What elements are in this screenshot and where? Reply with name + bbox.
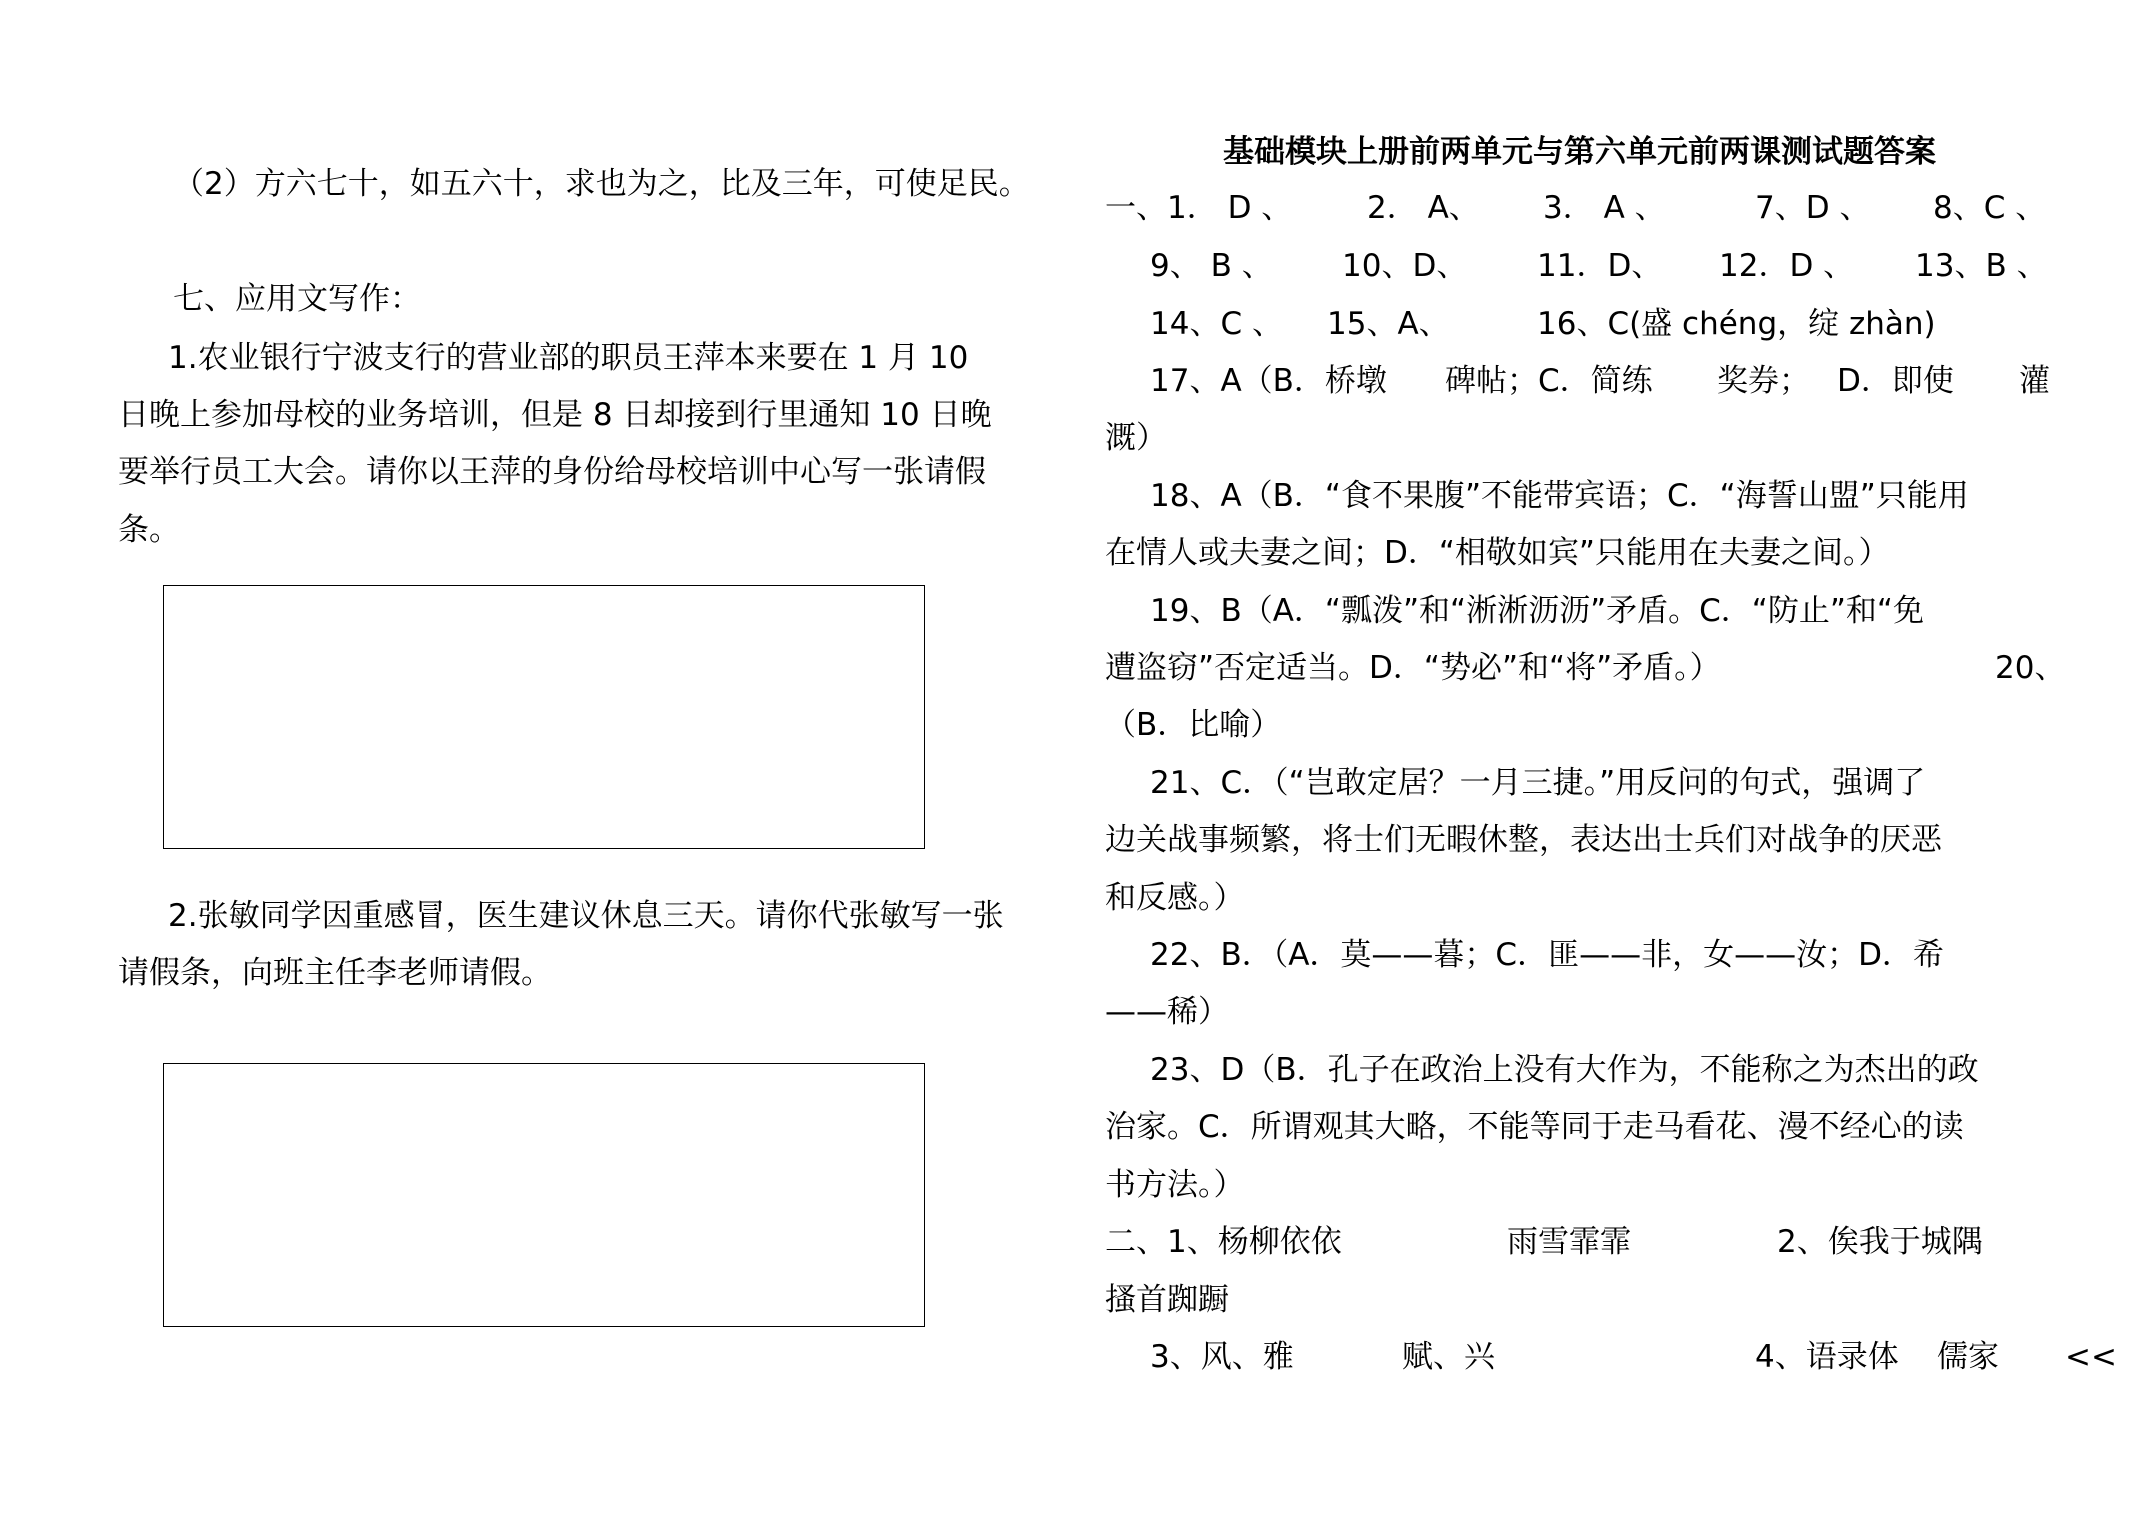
task-2-line: 2.张敏同学因重感冒，医生建议休息三天。请你代张敏写一张 bbox=[168, 898, 1004, 934]
answer-18-line: 在情人或夫妻之间；D．“相敬如宾”只能用在夫妻之间。） bbox=[1105, 535, 1890, 571]
answer-item: 3． A 、 bbox=[1543, 190, 1666, 226]
section-2-row-1-cont: 搔首踟蹰 bbox=[1105, 1282, 1229, 1318]
answer-23-line: 书方法。） bbox=[1105, 1167, 1245, 1203]
answer-19-line: 19、B（A．“瓢泼”和“淅淅沥沥”矛盾。C．“防止”和“免 bbox=[1150, 593, 1924, 629]
answer-item: 11．D、 bbox=[1537, 248, 1663, 284]
answer-23-line: 治家。C．所谓观其大略，不能等同于走马看花、漫不经心的读 bbox=[1105, 1109, 1964, 1145]
answer-22-line: ——稀） bbox=[1105, 994, 1229, 1030]
answer-18-line: 18、A（B．“食不果腹”不能带宾语；C．“海誓山盟”只能用 bbox=[1150, 478, 1969, 514]
task-2-line: 请假条，向班主任李老师请假。 bbox=[118, 955, 552, 991]
answer-segment: D．即使 bbox=[1837, 363, 1954, 399]
section-2-row-1 bbox=[1105, 1220, 2105, 1264]
answer-item: 15、A、 bbox=[1327, 306, 1450, 342]
section-7-heading: 七、应用文写作： bbox=[173, 281, 421, 317]
answer-item: 13、B 、 bbox=[1915, 248, 2048, 284]
answer-segment: 奖券； bbox=[1717, 363, 1810, 399]
answer-item: 7、D 、 bbox=[1755, 190, 1871, 226]
section-2-row-3 bbox=[1105, 1335, 2150, 1379]
answer-box-2[interactable] bbox=[163, 1063, 925, 1327]
answer-20-cont: （B．比喻） bbox=[1105, 707, 1282, 743]
answer-segment: 灌 bbox=[2019, 363, 2050, 399]
task-1-line: 1.农业银行宁波支行的营业部的职员王萍本来要在 1 月 10 bbox=[168, 340, 969, 376]
answer-row-2 bbox=[1105, 244, 2105, 288]
answer-item: 10、D、 bbox=[1342, 248, 1468, 284]
answer-21-line: 边关战事频繁，将士们无暇休整，表达出士兵们对战争的厌恶 bbox=[1105, 822, 1942, 858]
answer-item: 儒家 bbox=[1937, 1339, 1999, 1375]
answer-17 bbox=[1105, 359, 2105, 403]
answer-segment: 碑帖；C．简练 bbox=[1445, 363, 1653, 399]
answer-item: << bbox=[2065, 1339, 2117, 1375]
task-1-line: 日晚上参加母校的业务培训，但是 8 日却接到行里通知 10 日晚 bbox=[118, 397, 992, 433]
answer-key-title: 基础模块上册前两单元与第六单元前两课测试题答案 bbox=[1223, 134, 1936, 170]
answer-17-cont: 溉） bbox=[1105, 420, 1167, 456]
classical-text-line-2: （2）方六七十，如五六十，求也为之，比及三年，可使足民。 bbox=[173, 166, 1030, 202]
answer-item: 雨雪霏霏 bbox=[1507, 1224, 1631, 1260]
answer-21-line: 21、C．（“岂敢定居？一月三捷。”用反问的句式，强调了 bbox=[1150, 765, 1926, 801]
answer-19-line: 遭盗窃”否定适当。D．“势必”和“将”矛盾。） bbox=[1105, 650, 1721, 686]
answer-23-line: 23、D（B．孔子在政治上没有大作为，不能称之为杰出的政 bbox=[1150, 1052, 1979, 1088]
answer-item: 赋、兴 bbox=[1402, 1339, 1495, 1375]
answer-item: 4、语录体 bbox=[1755, 1339, 1899, 1375]
answer-item: 2． A、 bbox=[1367, 190, 1480, 226]
answer-item: 16、C(盛 chéng，绽 zhàn) bbox=[1537, 306, 1936, 342]
answer-20-number: 20、 bbox=[1995, 650, 2066, 686]
answer-item: 3、风、雅 bbox=[1150, 1339, 1294, 1375]
answer-segment: 17、A（B．桥墩 bbox=[1150, 363, 1387, 399]
answer-item: 12．D 、 bbox=[1719, 248, 1855, 284]
task-1-line: 条。 bbox=[118, 512, 180, 548]
answer-21-line: 和反感。） bbox=[1105, 880, 1245, 916]
answer-item: 8、C 、 bbox=[1933, 190, 2047, 226]
answer-22-line: 22、B．（A．莫——暮；C．匪——非，女——汝；D．希 bbox=[1150, 937, 1944, 973]
answer-item: 2、俟我于城隅 bbox=[1777, 1224, 1983, 1260]
answer-row-1 bbox=[1105, 186, 2105, 230]
answer-row-3 bbox=[1105, 302, 2105, 346]
answer-item: 9、 B 、 bbox=[1150, 248, 1273, 284]
task-1-line: 要举行员工大会。请你以王萍的身份给母校培训中心写一张请假 bbox=[118, 454, 986, 490]
answer-box-1[interactable] bbox=[163, 585, 925, 849]
answer-item: 二、1、杨柳依依 bbox=[1105, 1224, 1342, 1260]
answer-item: 14、C 、 bbox=[1150, 306, 1283, 342]
answer-item: 一、1． D 、 bbox=[1105, 190, 1293, 226]
